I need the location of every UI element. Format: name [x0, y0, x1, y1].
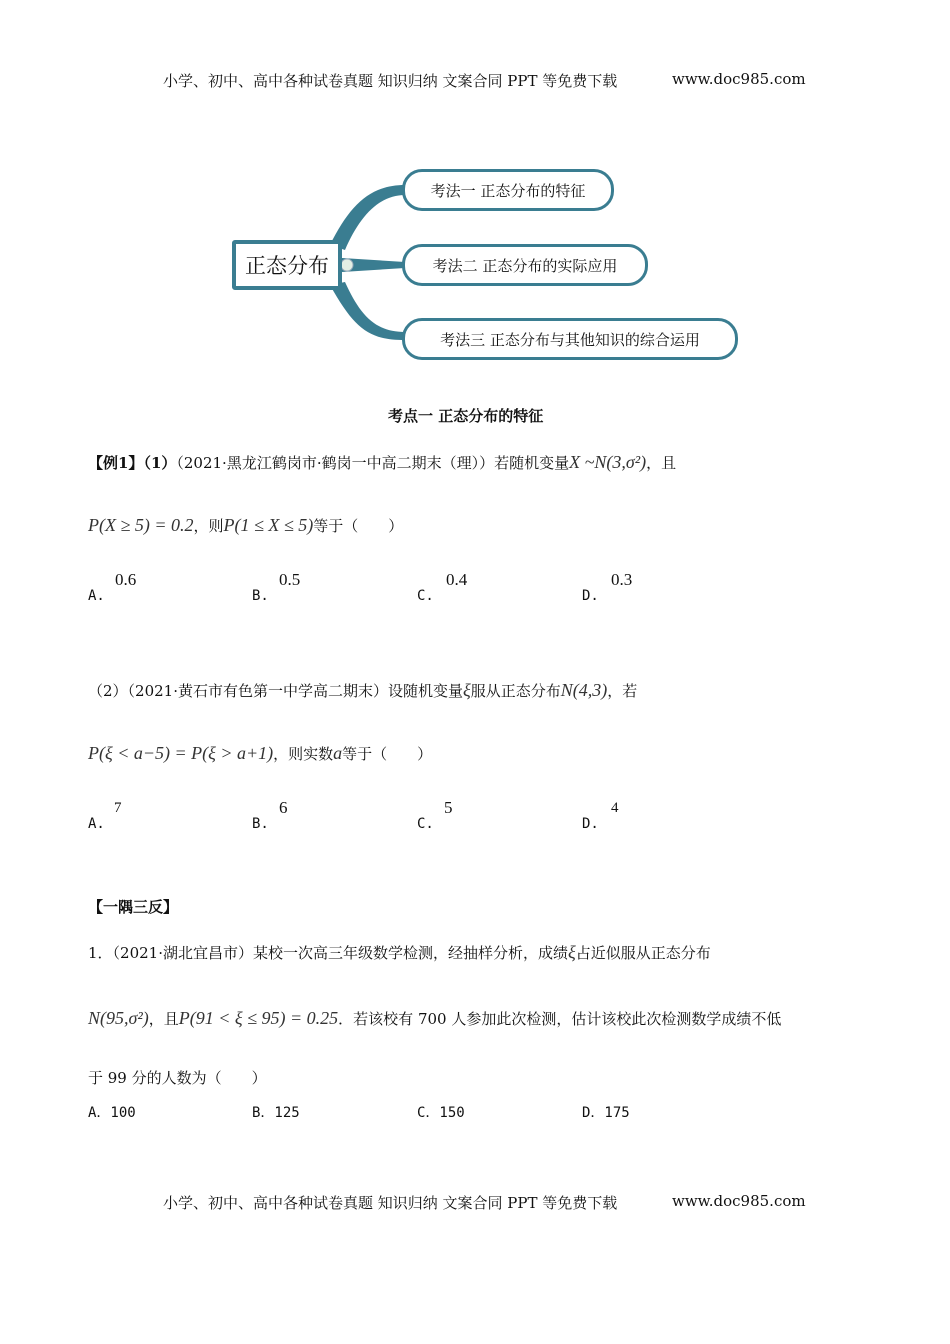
math-expression: P(X ≥ 5) = 0.2 — [88, 515, 194, 535]
text: ，且 — [148, 1010, 179, 1028]
option-b: B. — [252, 588, 269, 604]
text: ，且 — [646, 454, 677, 472]
math-expression: N(95,σ²) — [88, 1008, 149, 1028]
option-a-value: 0.6 — [115, 570, 137, 589]
practice-line3: 于 99 分的人数为（ ） — [88, 1069, 267, 1087]
footer-text: 小学、初中、高中各种试卷真题 知识归纳 文案合同 PPT 等免费下载 — [163, 1194, 618, 1212]
header-url[interactable]: www.doc985.com — [672, 70, 806, 88]
option-c: C．150 — [417, 1105, 465, 1121]
option-b: B. — [252, 816, 269, 832]
option-d-value: 0.3 — [611, 570, 633, 589]
mindmap-root: 正态分布 — [232, 240, 342, 290]
mindmap-branch-2: 考法二 正态分布的实际应用 — [402, 244, 648, 286]
practice-title: 【一隅三反】 — [88, 898, 179, 916]
question-source: （2021·黄石市有色第一中学高二期末）设随机变量 — [127, 682, 463, 700]
option-a: A．100 — [88, 1105, 136, 1121]
option-d-value: 4 — [611, 800, 619, 816]
option-c-value: 5 — [444, 798, 453, 817]
question-number: （1） — [143, 454, 177, 472]
option-d: D. — [582, 588, 599, 604]
text: ．若该校有 700 人参加此次检测，估计该校此次检测数学成绩不低 — [338, 1010, 782, 1028]
math-symbol: ξ — [568, 942, 576, 962]
math-symbol: ξ — [463, 680, 471, 700]
option-a: A. — [88, 588, 105, 604]
question-source: （2021·黑龙江鹤岗市·鹤岗一中高二期末（理））若随机变量 — [176, 454, 570, 472]
question-number: （2） — [88, 682, 128, 700]
math-symbol: a — [333, 743, 343, 763]
mindmap-branch-1: 考法一 正态分布的特征 — [402, 169, 614, 211]
math-expression: P(ξ < a−5) = P(ξ > a+1) — [88, 743, 274, 763]
option-d: D．175 — [582, 1105, 630, 1121]
option-d: D. — [582, 816, 599, 832]
section-title: 考点一 正态分布的特征 — [388, 407, 544, 425]
example-tag: 【例1】 — [88, 454, 144, 472]
header-text: 小学、初中、高中各种试卷真题 知识归纳 文案合同 PPT 等免费下载 — [163, 72, 618, 90]
practice-line2 — [88, 1008, 781, 1029]
example1-line1 — [88, 452, 676, 473]
math-expression: X ~N(3,σ²) — [569, 452, 647, 472]
text: ，若 — [607, 682, 638, 700]
mindmap-branch-3: 考法三 正态分布与其他知识的综合运用 — [402, 318, 738, 360]
option-c-value: 0.4 — [446, 570, 468, 589]
example2-line1 — [88, 680, 637, 701]
option-b-value: 6 — [279, 798, 288, 817]
option-c: C. — [417, 816, 434, 832]
example2-line2 — [88, 743, 432, 764]
text: 1．（2021·湖北宜昌市）某校一次高三年级数学检测，经抽样分析，成绩 — [88, 944, 568, 962]
text: 等于（ ） — [342, 745, 433, 763]
text: ，则 — [193, 517, 224, 535]
math-expression: P(1 ≤ X ≤ 5) — [223, 515, 314, 535]
math-expression: N(4,3) — [560, 680, 608, 700]
text: 等于（ ） — [313, 517, 404, 535]
text: 占近似服从正态分布 — [575, 944, 711, 962]
option-b-value: 0.5 — [279, 570, 301, 589]
practice-line1 — [88, 942, 711, 963]
math-expression: P(91 < ξ ≤ 95) = 0.25 — [178, 1008, 339, 1028]
option-a: A. — [88, 816, 105, 832]
footer-url[interactable]: www.doc985.com — [672, 1192, 806, 1210]
example1-line2 — [88, 515, 403, 536]
option-a-value: 7 — [114, 800, 122, 816]
option-c: C. — [417, 588, 434, 604]
text: ，则实数 — [273, 745, 334, 763]
text: 服从正态分布 — [470, 682, 561, 700]
option-b: B．125 — [252, 1105, 300, 1121]
collapse-icon — [341, 259, 353, 271]
